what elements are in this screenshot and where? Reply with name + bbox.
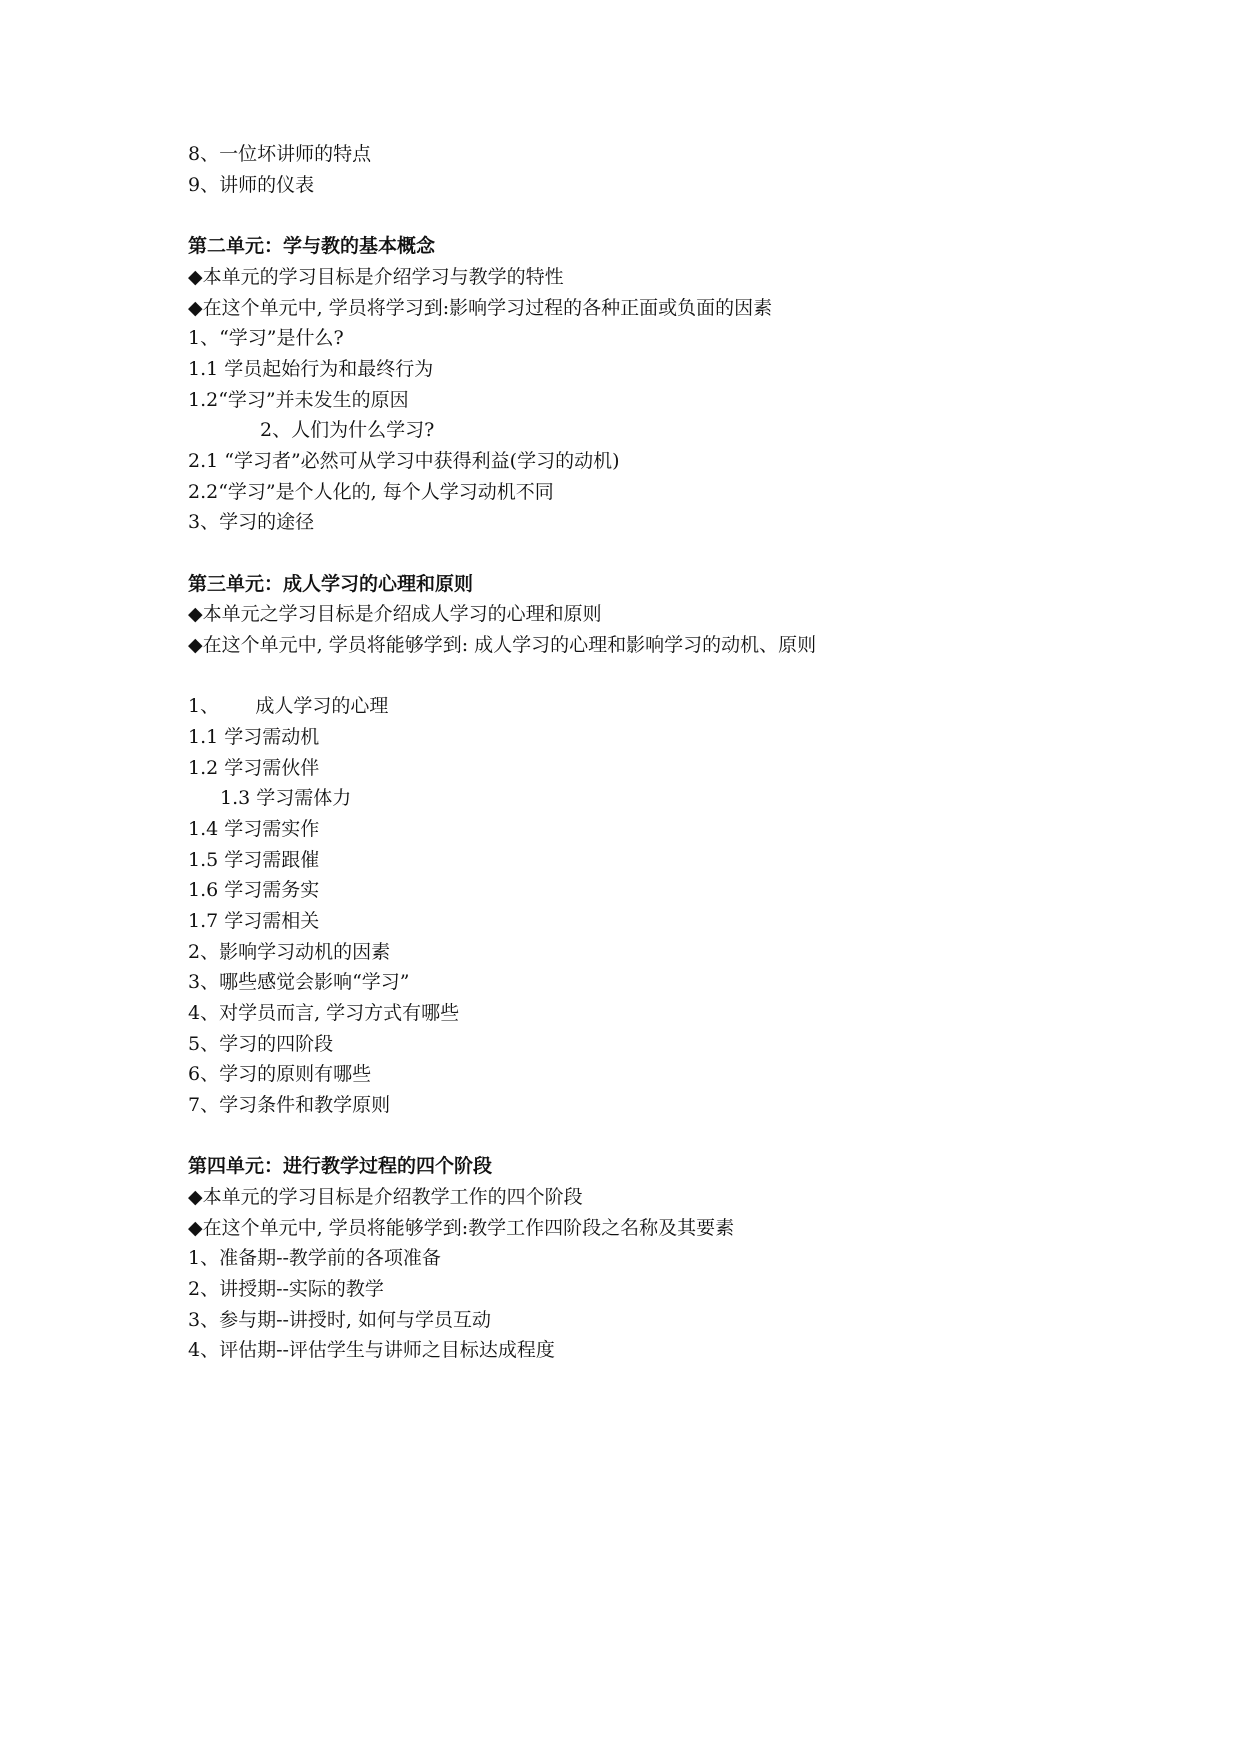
list-item: 1、 成人学习的心理	[188, 695, 389, 717]
list-item: 4、对学员而言, 学习方式有哪些	[188, 1002, 460, 1024]
list-item: 9、讲师的仪表	[188, 174, 315, 196]
list-item: 8、一位坏讲师的特点	[188, 143, 372, 165]
list-item: 1.1 学习需动机	[188, 726, 320, 748]
list-item: 2、讲授期--实际的教学	[188, 1278, 384, 1300]
list-item: 4、评估期--评估学生与讲师之目标达成程度	[188, 1339, 555, 1361]
list-item: 7、学习条件和教学原则	[188, 1094, 391, 1116]
list-item: 3、参与期--讲授时, 如何与学员互动	[188, 1309, 492, 1331]
objective-bullet: ◆本单元之学习目标是介绍成人学习的心理和原则	[188, 603, 602, 625]
list-item: 3、哪些感觉会影响“学习”	[188, 971, 410, 993]
list-item: 3、学习的途径	[188, 511, 315, 533]
section-heading: 第四单元：进行教学过程的四个阶段	[188, 1155, 493, 1177]
list-item: 2.1 “学习者”必然可从学习中获得利益(学习的动机)	[188, 450, 620, 472]
list-item: 1.5 学习需跟催	[188, 849, 320, 871]
list-item: 2.2“学习”是个人化的, 每个人学习动机不同	[188, 481, 554, 503]
section-heading: 第三单元：成人学习的心理和原则	[188, 573, 474, 595]
section-heading: 第二单元：学与教的基本概念	[188, 235, 436, 257]
list-item: 1.3 学习需体力	[220, 787, 352, 809]
list-item: 1.6 学习需务实	[188, 879, 320, 901]
list-item: 1、“学习”是什么?	[188, 327, 344, 349]
objective-bullet: ◆本单元的学习目标是介绍教学工作的四个阶段	[188, 1186, 583, 1208]
list-item: 6、学习的原则有哪些	[188, 1063, 372, 1085]
objective-bullet: ◆在这个单元中, 学员将学习到:影响学习过程的各种正面或负面的因素	[188, 297, 773, 319]
objective-bullet: ◆本单元的学习目标是介绍学习与教学的特性	[188, 266, 564, 288]
list-item: 2、影响学习动机的因素	[188, 941, 391, 963]
list-item: 1.2 学习需伙伴	[188, 757, 320, 779]
list-item: 1.7 学习需相关	[188, 910, 320, 932]
objective-bullet: ◆在这个单元中, 学员将能够学到: 成人学习的心理和影响学习的动机、原则	[188, 634, 817, 656]
list-item: 5、学习的四阶段	[188, 1033, 334, 1055]
list-item: 1、准备期--教学前的各项准备	[188, 1247, 441, 1269]
objective-bullet: ◆在这个单元中, 学员将能够学到:教学工作四阶段之名称及其要素	[188, 1217, 735, 1239]
list-item: 1.2“学习”并未发生的原因	[188, 389, 409, 411]
list-item: 1.1 学员起始行为和最终行为	[188, 358, 434, 380]
list-item: 2、人们为什么学习?	[260, 419, 435, 441]
list-item: 1.4 学习需实作	[188, 818, 320, 840]
